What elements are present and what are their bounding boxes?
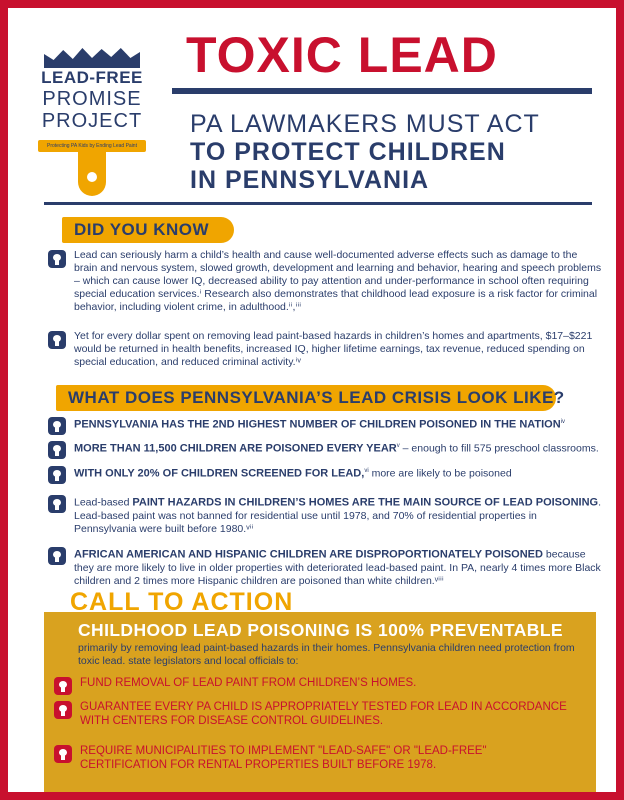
lock-bullet-icon — [48, 547, 66, 565]
crisis-strong: WITH ONLY 20% OF CHILDREN SCREENED FOR LEAD, — [74, 467, 365, 480]
crisis-sup: vi — [364, 468, 369, 474]
crisis-rest: – enough to fill 575 preschool classrooms. — [399, 442, 599, 455]
cta-item-text: FUND REMOVAL OF LEAD PAINT FROM CHILDREN’S HOMES. — [80, 677, 417, 689]
logo — [32, 30, 152, 190]
logo-line3: PROJECT — [41, 110, 143, 132]
crisis-text — [74, 494, 602, 536]
crisis-heading: WHAT DOES PENNSYLVANIA’S LEAD CRISIS LOOK LIKE? — [56, 385, 556, 411]
subtitle-line1: PA LAWMAKERS MUST ACT — [190, 110, 540, 138]
crisis-strong: MORE THAN 11,500 CHILDREN ARE POISONED EVERY YEAR — [74, 442, 397, 455]
lock-bullet-icon — [48, 331, 66, 349]
lock-bullet-icon — [48, 417, 66, 435]
lock-bullet-icon — [54, 677, 72, 695]
handle-hole-icon — [87, 172, 97, 182]
call-to-action-box — [44, 612, 596, 800]
crisis-rest: . Lead-based paint was not banned for residential use until 1978, and 70% of residential properties in Pennsylvania were built before 1980.ᵛⁱⁱ — [74, 496, 601, 535]
lock-bullet-icon — [54, 701, 72, 719]
subtitle-line2: TO PROTECT CHILDREN — [190, 138, 506, 166]
logo-line1: LEAD-FREE — [41, 68, 143, 87]
crisis-sup: iv — [560, 419, 566, 425]
page-title: TOXIC LEAD — [186, 27, 498, 83]
crisis-item — [48, 494, 602, 536]
crisis-strong: AFRICAN AMERICAN AND HISPANIC CHILDREN ARE DISPROPORTIONATELY POISONED — [74, 548, 543, 561]
crisis-rest: because they are more likely to live in older properties with deteriorated lead-based paint. In PA, nearly 4 times more Black children and 2 times more Hispanic children are poisoned than white children.ᵛⁱⁱⁱ — [74, 548, 601, 587]
crisis-sup: v — [396, 443, 400, 449]
crisis-item — [48, 416, 602, 432]
lock-bullet-icon — [48, 466, 66, 484]
did-you-know-item — [48, 249, 602, 314]
subtitle-line3: IN PENNSYLVANIA — [190, 166, 430, 194]
cta-item — [54, 744, 574, 772]
crisis-pre: Lead-based — [74, 496, 133, 509]
crisis-item — [48, 465, 602, 481]
crisis-item — [48, 546, 602, 588]
lock-bullet-icon — [54, 745, 72, 763]
crisis-rest: more are likely to be poisoned — [368, 467, 512, 480]
did-you-know-text: Yet for every dollar spent on removing lead paint-based hazards in children’s homes and apartments, $17–$221 would be returned in health benefits, increased IQ, higher lifetime earnings, tax revenue, reduced spending on special education, and reduced criminal activity.ⁱᵛ — [74, 330, 593, 368]
cta-paragraph: primarily by removing lead paint-based hazards in their homes. Pennsylvania children need protection from toxic lead. state legislators and local officials to: — [78, 642, 575, 667]
lock-bullet-icon — [48, 495, 66, 513]
title-divider — [172, 88, 592, 94]
crisis-text — [74, 546, 602, 588]
logo-line2: PROMISE — [42, 88, 142, 110]
paintbrush-bristles-icon — [44, 48, 140, 68]
lock-bullet-icon — [48, 250, 66, 268]
did-you-know-heading: DID YOU KNOW — [62, 217, 234, 243]
crisis-strong: PAINT HAZARDS IN CHILDREN’S HOMES ARE THE MAIN SOURCE OF LEAD POISONING — [132, 496, 599, 509]
crisis-strong: PENNSYLVANIA HAS THE 2ND HIGHEST NUMBER OF CHILDREN POISONED IN THE NATION — [74, 418, 561, 431]
did-you-know-text: Lead can seriously harm a child’s health and cause well-documented adverse effects such as damage to the brain and nervous system, slowed growth, development and learning and behavior, hearing and speech problems – which can cause lower IQ, decreased ability to pay attention and under-performance in school often requiring special education services.ⁱ Research also demonstrates that childhood lead exposure is a risk factor for criminal behavior, including violent crime, in adulthood.ⁱⁱ,ⁱⁱⁱ — [74, 249, 602, 313]
crisis-text — [74, 465, 602, 481]
cta-heading: CHILDHOOD LEAD POISONING IS 100% PREVENTABLE — [78, 620, 563, 640]
crisis-item — [48, 440, 602, 456]
cta-title: CALL TO ACTION — [70, 588, 294, 616]
cta-item-text: REQUIRE MUNICIPALITIES TO IMPLEMENT "LEAD-SAFE" OR "LEAD-FREE" CERTIFICATION FOR RENTAL PROPERTIES BUILT BEFORE 1978. — [80, 745, 487, 771]
cta-item — [54, 676, 574, 690]
logo-tagline: Protecting PA Kids by Ending Lead Paint — [38, 140, 146, 152]
cta-item-text: GUARANTEE EVERY PA CHILD IS APPROPRIATELY TESTED FOR LEAD IN ACCORDANCE WITH CENTERS FOR DISEASE CONTROL GUIDELINES. — [80, 701, 567, 727]
header-divider — [44, 202, 592, 205]
crisis-text — [74, 416, 602, 432]
lock-bullet-icon — [48, 441, 66, 459]
cta-item — [54, 700, 574, 728]
crisis-text — [74, 440, 602, 456]
did-you-know-item — [48, 330, 602, 369]
